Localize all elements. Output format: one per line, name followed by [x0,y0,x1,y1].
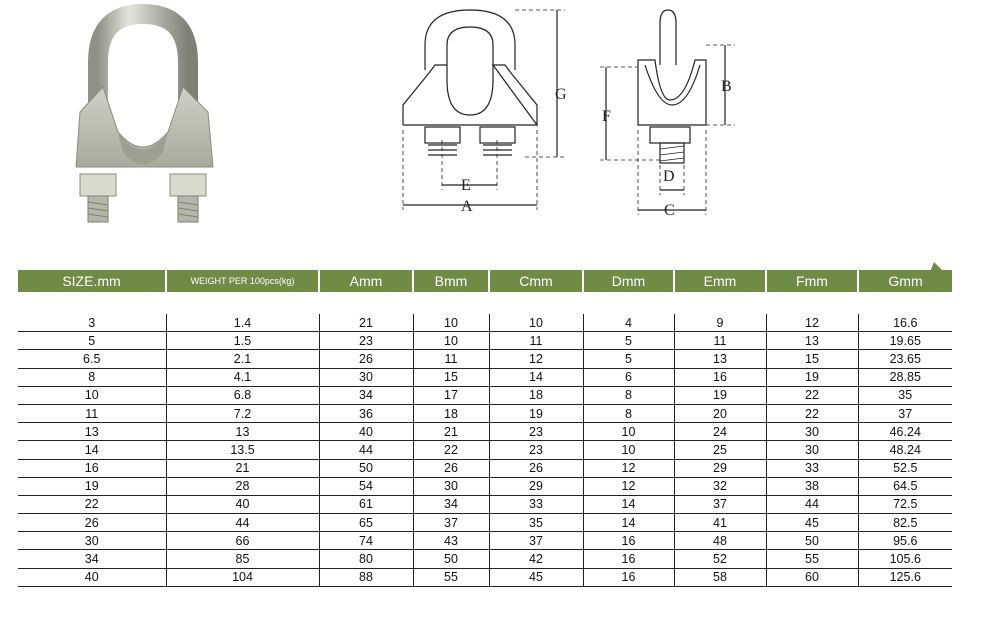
table-cell: 19 [766,368,858,386]
table-cell: 52.5 [858,459,952,477]
table-cell: 30 [319,368,413,386]
table-cell: 44 [166,514,319,532]
table-header-row [18,270,952,292]
table-row [18,568,952,586]
table-cell: 26 [413,459,489,477]
table-cell: 26 [18,514,166,532]
table-cell: 10 [583,441,674,459]
table-cell: 12 [766,314,858,332]
table-cell: 5 [583,332,674,350]
table-cell: 35 [489,514,583,532]
table-cell: 80 [319,550,413,568]
table-cell: 11 [413,350,489,368]
table-cell: 13 [18,423,166,441]
table-row [18,495,952,513]
table-cell: 55 [766,550,858,568]
table-cell: 66 [166,532,319,550]
table-cell: 7.2 [166,404,319,422]
table-cell: 26 [489,459,583,477]
table-cell: 4 [583,314,674,332]
table-row [18,314,952,332]
table-cell: 13 [166,423,319,441]
table-cell: 25 [674,441,766,459]
table-cell: 95.6 [858,532,952,550]
table-cell: 22 [413,441,489,459]
table-cell: 8 [18,368,166,386]
table-cell: 6.8 [166,386,319,404]
table-cell: 16 [583,550,674,568]
table-cell: 3 [18,314,166,332]
table-cell: 125.6 [858,568,952,586]
table-cell: 74 [319,532,413,550]
table-cell: 65 [319,514,413,532]
header-weight: WEIGHT PER 100pcs(kg) [166,270,319,292]
table-cell: 30 [18,532,166,550]
table-cell: 45 [766,514,858,532]
table-cell: 19 [489,404,583,422]
specification-table [18,270,952,587]
table-cell: 16 [583,532,674,550]
table-row [18,350,952,368]
table-cell: 48.24 [858,441,952,459]
table-cell: 1.5 [166,332,319,350]
table-cell: 12 [583,477,674,495]
table-cell: 82.5 [858,514,952,532]
dim-b-label: B [721,78,732,95]
table-cell: 30 [413,477,489,495]
table-cell: 2.1 [166,350,319,368]
table-cell: 19 [18,477,166,495]
table-cell: 52 [674,550,766,568]
dim-e-label: E [461,177,471,194]
wire-rope-clip-photo [58,2,228,227]
table-cell: 29 [489,477,583,495]
table-cell: 34 [18,550,166,568]
front-view-diagram [395,5,595,220]
table-row [18,423,952,441]
table-cell: 28.85 [858,368,952,386]
table-cell: 13 [674,350,766,368]
table-cell: 29 [674,459,766,477]
header-g: Gmm [858,270,952,292]
header-d: Dmm [583,270,674,292]
header-f: Fmm [766,270,858,292]
table-cell: 16 [18,459,166,477]
table-cell: 42 [489,550,583,568]
header-e: Emm [674,270,766,292]
table-row [18,532,952,550]
dim-f-label: F [602,108,611,125]
table-cell: 9 [674,314,766,332]
header-a: Amm [319,270,413,292]
table-cell: 6.5 [18,350,166,368]
dim-a-label: A [461,198,473,215]
table-cell: 58 [674,568,766,586]
header-size: SIZE.mm [18,270,166,292]
table-cell: 23 [319,332,413,350]
table-cell: 61 [319,495,413,513]
table-cell: 37 [413,514,489,532]
table-cell: 24 [674,423,766,441]
table-cell: 13.5 [166,441,319,459]
table-row [18,441,952,459]
table-cell: 18 [489,386,583,404]
table-row [18,368,952,386]
table-row [18,550,952,568]
table-cell: 19 [674,386,766,404]
table-cell: 46.24 [858,423,952,441]
table-cell: 20 [674,404,766,422]
table-cell: 48 [674,532,766,550]
table-cell: 19.65 [858,332,952,350]
table-row [18,477,952,495]
table-cell: 85 [166,550,319,568]
table-cell: 14 [489,368,583,386]
table-cell: 55 [413,568,489,586]
table-cell: 16 [674,368,766,386]
table-cell: 40 [166,495,319,513]
table-cell: 88 [319,568,413,586]
table-cell: 32 [674,477,766,495]
table-cell: 4.1 [166,368,319,386]
table-cell: 33 [766,459,858,477]
table-cell: 15 [766,350,858,368]
table-cell: 10 [489,314,583,332]
table-cell: 50 [319,459,413,477]
table-cell: 5 [18,332,166,350]
table-cell: 30 [766,423,858,441]
table-cell: 43 [413,532,489,550]
table-cell: 22 [18,495,166,513]
table-cell: 37 [858,404,952,422]
table-cell: 37 [674,495,766,513]
table-cell: 36 [319,404,413,422]
table-cell: 41 [674,514,766,532]
table-cell: 10 [413,332,489,350]
table-cell: 16 [583,568,674,586]
table-cell: 11 [489,332,583,350]
table-row [18,514,952,532]
dim-d-label: D [663,168,675,185]
table-row [18,386,952,404]
table-row [18,404,952,422]
table-cell: 40 [18,568,166,586]
table-cell: 22 [766,404,858,422]
table-cell: 14 [18,441,166,459]
table-cell: 26 [319,350,413,368]
table-cell: 60 [766,568,858,586]
table-cell: 72.5 [858,495,952,513]
table-cell: 14 [583,495,674,513]
table-cell: 10 [18,386,166,404]
table-cell: 5 [583,350,674,368]
table-cell: 6 [583,368,674,386]
table-cell: 34 [319,386,413,404]
table-cell: 14 [583,514,674,532]
table-cell: 18 [413,404,489,422]
table-cell: 44 [319,441,413,459]
table-cell: 21 [319,314,413,332]
table-cell: 8 [583,404,674,422]
table-cell: 50 [766,532,858,550]
table-cell: 12 [489,350,583,368]
table-cell: 54 [319,477,413,495]
table-cell: 23 [489,423,583,441]
table-cell: 15 [413,368,489,386]
table-cell: 105.6 [858,550,952,568]
table-cell: 38 [766,477,858,495]
table-cell: 10 [413,314,489,332]
table-cell: 8 [583,386,674,404]
header-b: Bmm [413,270,489,292]
table-cell: 16.6 [858,314,952,332]
table-row [18,459,952,477]
side-view-diagram [600,5,745,220]
table-cell: 1.4 [166,314,319,332]
table-cell: 21 [166,459,319,477]
table-cell: 44 [766,495,858,513]
table-cell: 34 [413,495,489,513]
table-cell: 40 [319,423,413,441]
table-body [18,292,952,586]
table-cell: 11 [18,404,166,422]
table-cell: 37 [489,532,583,550]
table-cell: 22 [766,386,858,404]
table-cell: 17 [413,386,489,404]
header-c: Cmm [489,270,583,292]
table-cell: 11 [674,332,766,350]
table-cell: 33 [489,495,583,513]
table-cell: 64.5 [858,477,952,495]
table-cell: 23 [489,441,583,459]
table-cell: 30 [766,441,858,459]
table-cell: 50 [413,550,489,568]
dim-c-label: C [664,202,675,219]
table-cell: 104 [166,568,319,586]
table-cell: 28 [166,477,319,495]
table-cell: 45 [489,568,583,586]
table-cell: 35 [858,386,952,404]
table-cell: 21 [413,423,489,441]
dim-g-label: G [555,86,567,103]
table-row [18,332,952,350]
table-cell: 10 [583,423,674,441]
table-cell: 13 [766,332,858,350]
table-cell: 23.65 [858,350,952,368]
spacer-row [18,292,952,314]
table-cell: 12 [583,459,674,477]
